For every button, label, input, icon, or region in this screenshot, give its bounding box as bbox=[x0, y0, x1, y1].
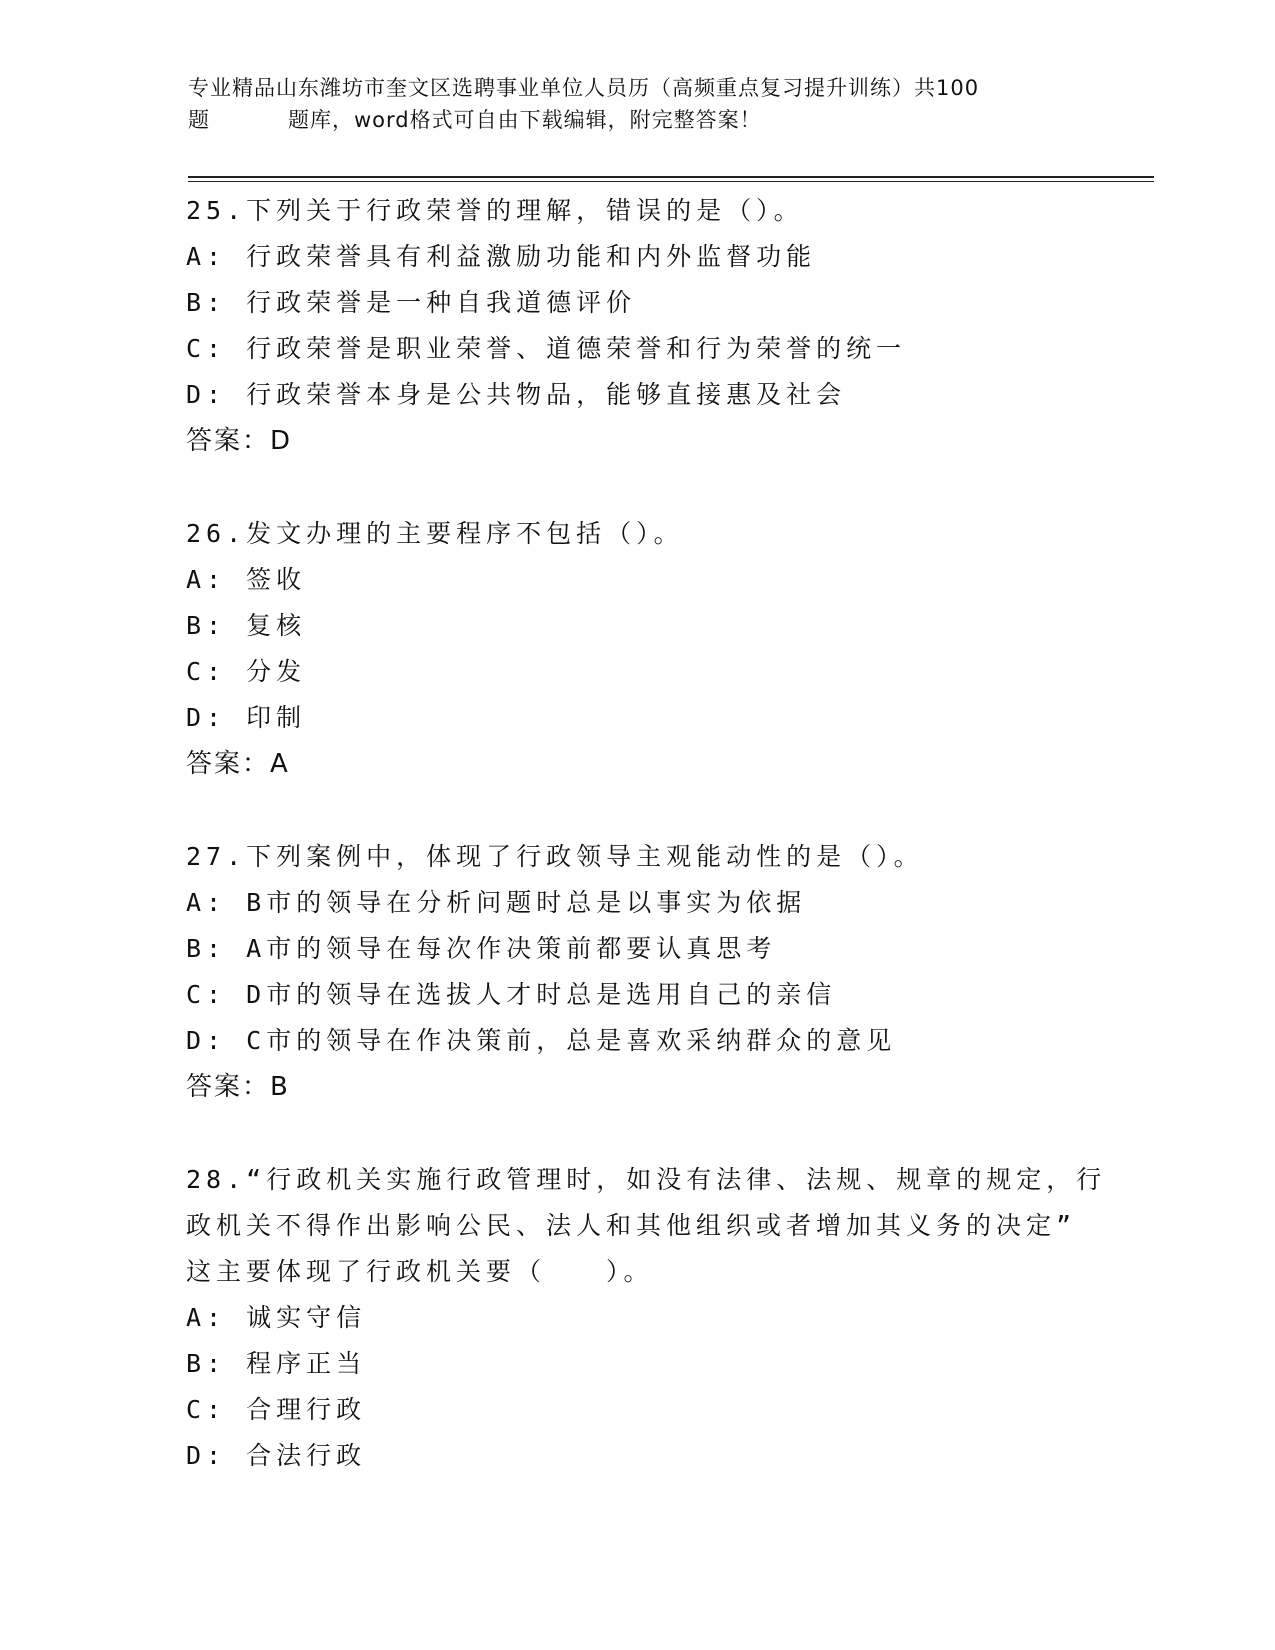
option-c: C: 合理行政 bbox=[186, 1395, 367, 1424]
question-stem-line-1: 28.“行政机关实施行政管理时，如没有法律、法规、规章的规定，行 bbox=[186, 1165, 1107, 1194]
question-stem: 25.下列关于行政荣誉的理解，错误的是（）。 bbox=[186, 196, 804, 225]
option-c: C: D市的领导在选拔人才时总是选用自己的亲信 bbox=[186, 980, 837, 1009]
answer-label: 答案：B bbox=[186, 1072, 290, 1102]
question-26 bbox=[186, 511, 1086, 787]
question-27 bbox=[186, 834, 1086, 1110]
header-title-line2-right: 题库，word格式可自由下载编辑，附完整答案！ bbox=[288, 108, 762, 132]
question-stem: 26.发文办理的主要程序不包括（）。 bbox=[186, 519, 684, 548]
question-25 bbox=[186, 188, 1086, 464]
option-a: A: 签收 bbox=[186, 565, 307, 594]
option-c: C: 行政荣誉是职业荣誉、道德荣誉和行为荣誉的统一 bbox=[186, 334, 907, 363]
option-d: D: C市的领导在作决策前，总是喜欢采纳群众的意见 bbox=[186, 1026, 897, 1055]
answer-label: 答案：D bbox=[186, 426, 293, 456]
option-b: B: 行政荣誉是一种自我道德评价 bbox=[186, 288, 637, 317]
option-c: C: 分发 bbox=[186, 657, 307, 686]
option-a: A: B市的领导在分析问题时总是以事实为依据 bbox=[186, 888, 807, 917]
question-list bbox=[186, 188, 1107, 1526]
option-a: A: 诚实守信 bbox=[186, 1303, 367, 1332]
header-divider-thick bbox=[188, 176, 1154, 178]
option-a: A: 行政荣誉具有利益激励功能和内外监督功能 bbox=[186, 242, 817, 271]
answer-label: 答案：A bbox=[186, 749, 290, 779]
document-header bbox=[188, 72, 1088, 136]
option-b: B: 复核 bbox=[186, 611, 307, 640]
option-b: B: A市的领导在每次作决策前都要认真思考 bbox=[186, 934, 777, 963]
question-stem: 27.下列案例中，体现了行政领导主观能动性的是（）。 bbox=[186, 842, 924, 871]
header-title-line2 bbox=[188, 104, 1088, 136]
option-d: D: 合法行政 bbox=[186, 1441, 367, 1470]
question-28 bbox=[186, 1157, 1107, 1479]
header-title-line2-left: 题 bbox=[188, 108, 210, 132]
header-divider-thin bbox=[188, 181, 1154, 182]
question-stem-line-2: 政机关不得作出影响公民、法人和其他组织或者增加其义务的决定” bbox=[186, 1211, 1077, 1240]
header-title-line1: 专业精品山东潍坊市奎文区选聘事业单位人员历（高频重点复习提升训练）共100 bbox=[188, 76, 980, 100]
option-d: D: 行政荣誉本身是公共物品，能够直接惠及社会 bbox=[186, 380, 847, 409]
question-stem-line-3: 这主要体现了行政机关要（ ）。 bbox=[186, 1257, 654, 1286]
option-b: B: 程序正当 bbox=[186, 1349, 367, 1378]
option-d: D: 印制 bbox=[186, 703, 307, 732]
